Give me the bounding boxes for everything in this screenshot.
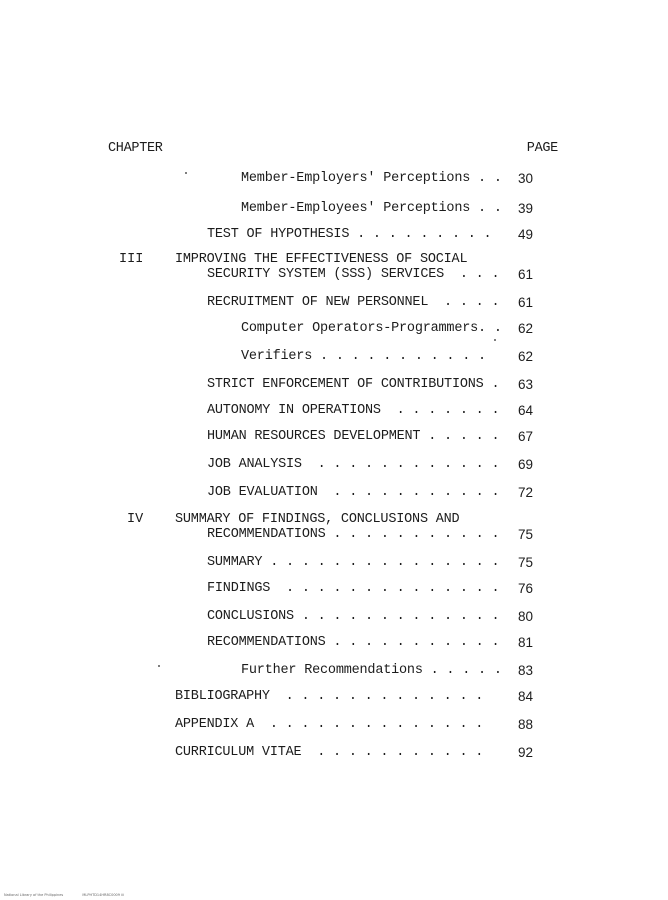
chapter-title-iii-line1: IMPROVING THE EFFECTIVENESS OF SOCIAL [175, 252, 468, 267]
toc-entry-job-analysis: JOB ANALYSIS . . . . . . . . . . . . [207, 457, 500, 472]
toc-entry-test-of-hypothesis: TEST OF HYPOTHESIS . . . . . . . . . [207, 227, 492, 242]
toc-page-number: 30 [518, 171, 534, 186]
toc-entry-conclusions: CONCLUSIONS . . . . . . . . . . . . . [207, 609, 500, 624]
toc-page-number: 61 [518, 267, 534, 282]
footer-code: MLPHTD14HR8C0009 iii [82, 893, 125, 897]
toc-entry-curriculum-vitae: CURRICULUM VITAE . . . . . . . . . . . [175, 745, 484, 760]
scan-speck [158, 665, 160, 667]
toc-entry-computer-operators: Computer Operators-Programmers. . [241, 321, 502, 336]
toc-entry-job-evaluation: JOB EVALUATION . . . . . . . . . . . [207, 485, 500, 500]
toc-entry-member-employers-perceptions: Member-Employers' Perceptions . . [241, 171, 502, 186]
toc-entry-bibliography: BIBLIOGRAPHY . . . . . . . . . . . . . [175, 689, 484, 704]
toc-page-number: 72 [518, 485, 534, 500]
toc-page-number: 67 [518, 429, 534, 444]
chapter-title-iv-line2: RECOMMENDATIONS . . . . . . . . . . . [207, 527, 500, 542]
toc-page-number: 64 [518, 403, 534, 418]
toc-page-number: 75 [518, 555, 534, 570]
toc-entry-summary: SUMMARY . . . . . . . . . . . . . . . [207, 555, 500, 570]
toc-page-number: 88 [518, 717, 534, 732]
toc-page-number: 69 [518, 457, 534, 472]
toc-entry-strict-enforcement: STRICT ENFORCEMENT OF CONTRIBUTIONS . [207, 377, 500, 392]
chapter-number-iii: III [119, 252, 144, 267]
chapter-column-header: CHAPTER [108, 141, 163, 156]
footer-library: National Library of the Philippines [4, 893, 64, 897]
toc-page-number: 62 [518, 349, 534, 364]
chapter-number-iv: IV [127, 512, 144, 527]
toc-page-number: 80 [518, 609, 534, 624]
toc-page-number: 81 [518, 635, 534, 650]
toc-page-number: 49 [518, 227, 534, 242]
chapter-title-iii-line2: SECURITY SYSTEM (SSS) SERVICES . . . [207, 267, 500, 282]
toc-entry-member-employees-perceptions: Member-Employees' Perceptions . . [241, 201, 502, 216]
toc-entry-recommendations: RECOMMENDATIONS . . . . . . . . . . . [207, 635, 500, 650]
toc-page-number: 75 [518, 527, 534, 542]
chapter-title-iv-line1: SUMMARY OF FINDINGS, CONCLUSIONS AND [175, 512, 460, 527]
toc-entry-autonomy: AUTONOMY IN OPERATIONS . . . . . . . [207, 403, 500, 418]
toc-entry-findings: FINDINGS . . . . . . . . . . . . . . [207, 581, 500, 596]
toc-entry-verifiers: Verifiers . . . . . . . . . . . [241, 349, 486, 364]
toc-page-number: 76 [518, 581, 534, 596]
toc-page-number: 63 [518, 377, 534, 392]
toc-page-number: 62 [518, 321, 534, 336]
toc-page-number: 92 [518, 745, 534, 760]
toc-page-number: 83 [518, 663, 534, 678]
toc-page-number: 39 [518, 201, 534, 216]
toc-entry-further-recommendations: Further Recommendations . . . . . [241, 663, 502, 678]
scan-speck [494, 339, 496, 341]
toc-entry-appendix-a: APPENDIX A . . . . . . . . . . . . . . [175, 717, 484, 732]
scan-footer [4, 893, 142, 897]
toc-entry-recruitment: RECRUITMENT OF NEW PERSONNEL . . . . [207, 295, 500, 310]
toc-page-number: 84 [518, 689, 534, 704]
toc-entry-human-resources: HUMAN RESOURCES DEVELOPMENT . . . . . [207, 429, 500, 444]
toc-page-number: 61 [518, 295, 534, 310]
scan-speck [185, 172, 187, 174]
page-column-header: PAGE [526, 141, 558, 156]
